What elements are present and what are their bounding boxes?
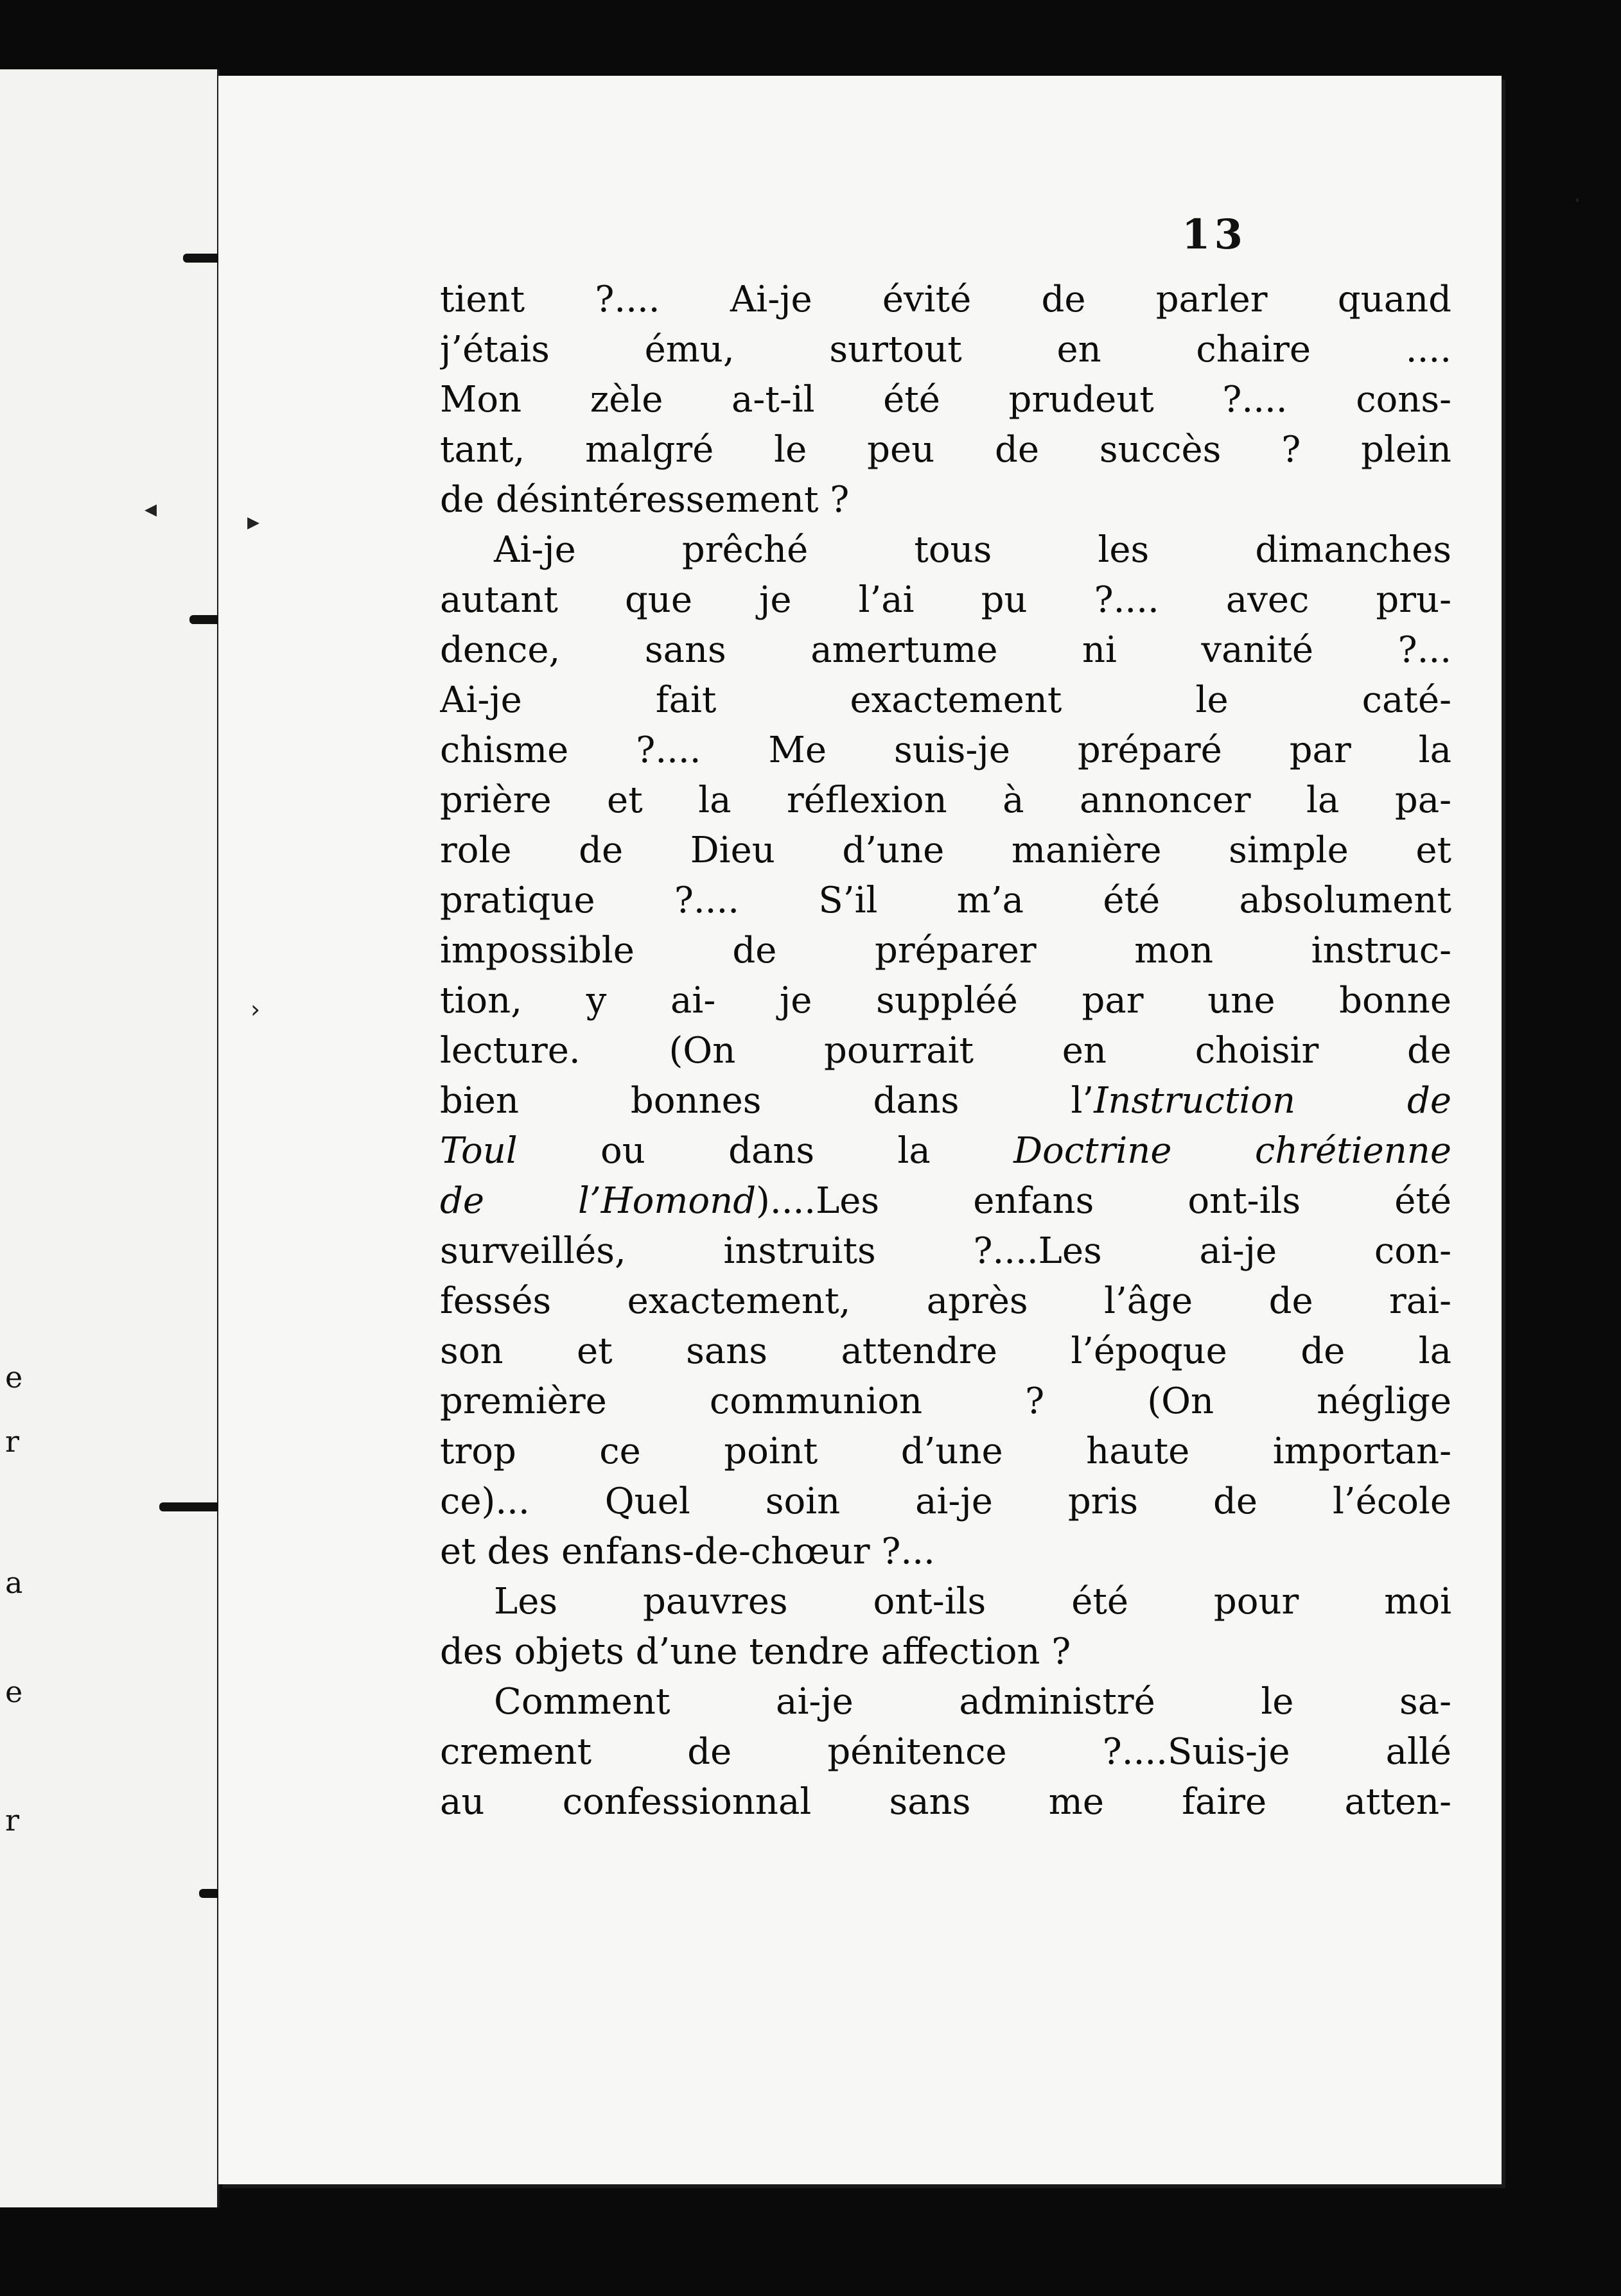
text-segment: des objets d’une tendre affection ? — [440, 1631, 1071, 1673]
text-segment: fessés exactement, après l’âge de rai- — [440, 1280, 1451, 1322]
text-line — [440, 1477, 1451, 1527]
text-line — [440, 375, 1451, 425]
left-page-char: e — [5, 1674, 23, 1709]
text-segment: )....Les enfans ont-ils été — [756, 1180, 1451, 1222]
text-line — [440, 1176, 1451, 1226]
print-speck: ◂ — [145, 494, 157, 523]
text-line — [440, 1226, 1451, 1276]
text-line — [440, 726, 1451, 776]
text-line — [440, 926, 1451, 976]
left-page-char: r — [5, 1803, 19, 1838]
print-speck: › — [250, 995, 261, 1023]
text-line — [440, 625, 1451, 675]
text-segment: Ai-je prêché tous les dimanches — [494, 529, 1451, 571]
italic-text-segment: Instruction de — [1094, 1080, 1451, 1122]
text-line — [440, 1527, 1451, 1577]
text-line — [440, 1777, 1451, 1827]
text-segment: bien bonnes dans l’ — [440, 1080, 1094, 1122]
page-number: 13 — [1182, 211, 1247, 259]
text-segment: ou dans la — [517, 1130, 1014, 1172]
text-line — [440, 976, 1451, 1026]
text-segment: tant, malgré le peu de succès ? plein — [440, 429, 1451, 471]
text-line — [440, 776, 1451, 826]
text-line — [440, 876, 1451, 926]
book-page — [218, 76, 1502, 2184]
text-line — [440, 1577, 1451, 1627]
text-segment: pratique ?.... S’il m’a été absolument — [440, 880, 1451, 921]
text-line — [440, 275, 1451, 325]
text-segment: première communion ? (On néglige — [440, 1380, 1451, 1422]
italic-text-segment: Doctrine chrétienne — [1013, 1130, 1451, 1172]
text-line — [440, 1727, 1451, 1777]
text-segment: ce)... Quel soin ai-je pris de l’école — [440, 1481, 1451, 1522]
italic-text-segment: de l’Homond — [440, 1180, 757, 1222]
text-line — [440, 1026, 1451, 1076]
text-segment: de désintéressement ? — [440, 479, 850, 521]
left-page-char: a — [5, 1565, 23, 1600]
text-segment: tion, y ai- je suppléé par une bonne — [440, 980, 1451, 1022]
text-line — [440, 425, 1451, 475]
text-segment: surveillés, instruits ?....Les ai-je con- — [440, 1230, 1451, 1272]
text-segment: crement de pénitence ?....Suis-je allé — [440, 1731, 1451, 1773]
text-line — [440, 1677, 1451, 1727]
text-line — [440, 675, 1451, 726]
body-text — [440, 275, 1451, 1827]
text-line — [440, 1276, 1451, 1326]
text-line — [440, 325, 1451, 375]
text-line — [440, 1076, 1451, 1126]
left-page-char: r — [5, 1424, 19, 1459]
text-line — [440, 475, 1451, 525]
left-page-char: e — [5, 1360, 23, 1395]
text-segment: Ai-je fait exactement le caté- — [440, 679, 1451, 721]
text-line — [440, 1326, 1451, 1377]
text-line — [440, 1126, 1451, 1176]
text-segment: j’étais ému, surtout en chaire .... — [440, 329, 1451, 370]
text-segment: Les pauvres ont-ils été pour moi — [494, 1581, 1451, 1622]
text-segment: et des enfans-de-chœur ?... — [440, 1531, 935, 1572]
left-facing-page — [0, 69, 220, 2207]
text-segment: tient ?.... Ai-je évité de parler quand — [440, 279, 1451, 320]
text-segment: Mon zèle a-t-il été prudeut ?.... cons- — [440, 379, 1451, 421]
text-segment: prière et la réflexion à annoncer la pa- — [440, 779, 1451, 821]
text-segment: dence, sans amertume ni vanité ?... — [440, 629, 1451, 671]
text-segment: son et sans attendre l’époque de la — [440, 1330, 1451, 1372]
print-speck: ▸ — [247, 507, 260, 535]
text-segment: lecture. (On pourrait en choisir de — [440, 1030, 1451, 1072]
text-line — [440, 1377, 1451, 1427]
text-segment: chisme ?.... Me suis-je préparé par la — [440, 729, 1451, 771]
print-speck: · — [1573, 186, 1582, 214]
text-line — [440, 1627, 1451, 1677]
text-line — [440, 525, 1451, 575]
text-line — [440, 575, 1451, 625]
text-line — [440, 826, 1451, 876]
text-segment: Comment ai-je administré le sa- — [494, 1681, 1451, 1723]
text-segment: au confessionnal sans me faire atten- — [440, 1781, 1451, 1823]
italic-text-segment: Toul — [440, 1130, 518, 1172]
text-line — [440, 1427, 1451, 1477]
text-segment: trop ce point d’une haute importan- — [440, 1431, 1451, 1472]
text-segment: autant que je l’ai pu ?.... avec pru- — [440, 579, 1451, 621]
text-segment: impossible de préparer mon instruc- — [440, 930, 1451, 971]
text-segment: role de Dieu d’une manière simple et — [440, 830, 1451, 871]
